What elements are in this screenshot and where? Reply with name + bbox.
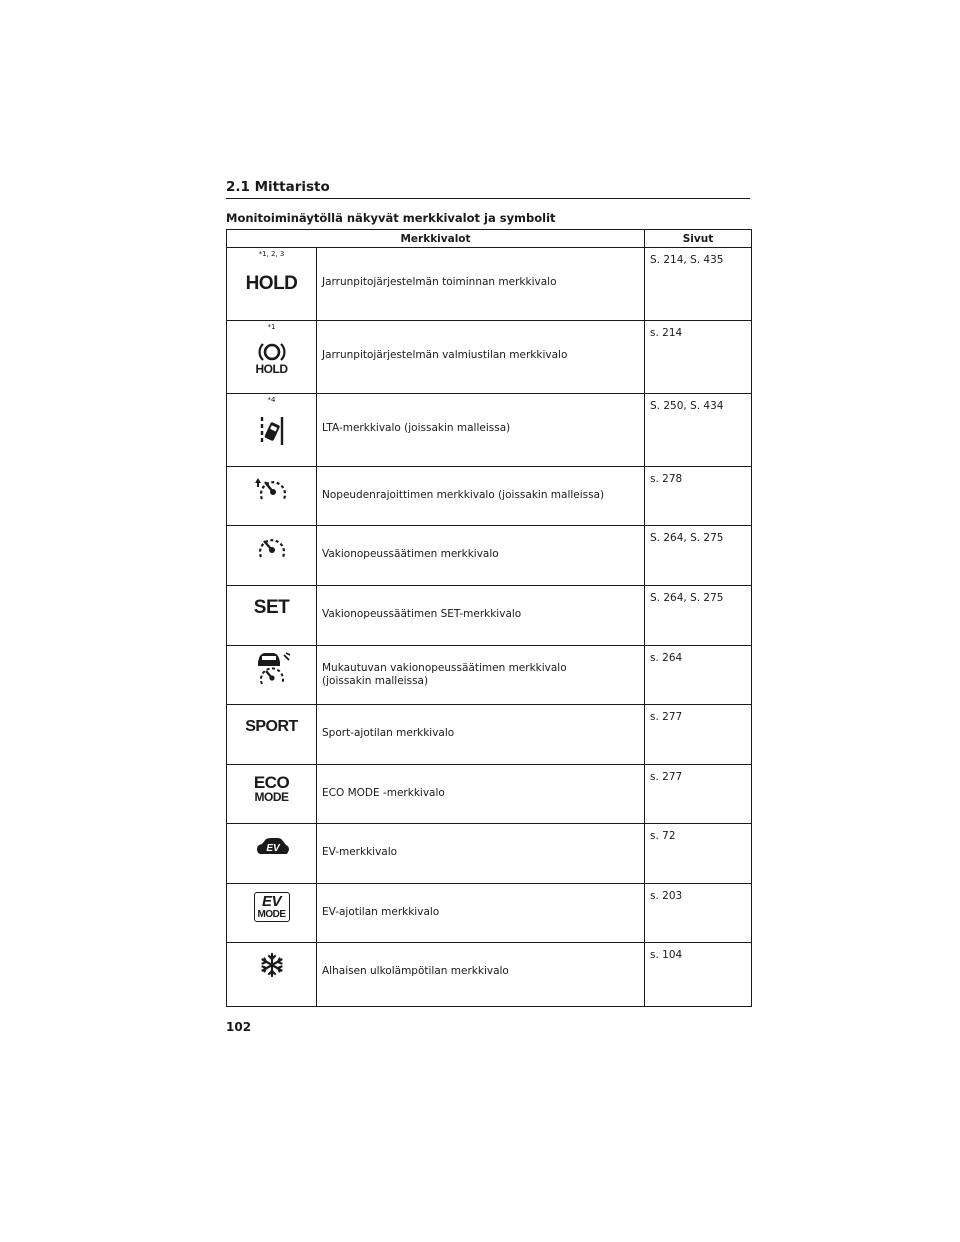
svg-text:EV: EV [265,843,280,854]
page-reference: S. 264, S. 275 [650,592,724,604]
table-row [227,394,752,467]
set-icon: SET [253,597,290,618]
page-reference: s. 214 [650,327,683,339]
row-description: Nopeudenrajoittimen merkkivalo (joissakin malleissa) [322,489,605,501]
row-description: ECO MODE -merkkivalo [322,787,445,799]
icon-cell [227,705,317,765]
icon-cell [227,884,317,943]
row-description: Alhaisen ulkolämpötilan merkkivalo [322,965,509,977]
section-title: 2.1 Mittaristo [226,179,330,195]
snowflake-icon [227,951,316,979]
icon-cell [227,394,317,467]
footnote-mark: *1, 2, 3 [258,250,285,258]
table-row [227,646,752,705]
lta-icon [227,414,316,448]
indicator-table [226,229,752,1007]
footnote-mark: *4 [267,396,276,404]
page-reference: s. 277 [650,771,683,783]
row-description: LTA-merkkivalo (joissakin malleissa) [322,422,511,434]
icon-cell [227,526,317,586]
page-reference: s. 72 [650,830,676,842]
icon-cell [227,586,317,646]
table-row [227,705,752,765]
row-description: Jarrunpitojärjestelmän toiminnan merkkivalo [322,276,557,288]
table-row [227,321,752,394]
table-row [227,467,752,526]
page-reference: s. 277 [650,711,683,723]
table-row [227,943,752,1007]
page-reference: s. 264 [650,652,683,664]
page-reference: s. 104 [650,949,683,961]
icon-cell [227,646,317,705]
section-divider [226,198,750,199]
page-reference: S. 250, S. 434 [650,400,724,412]
table-header-row [227,230,752,248]
row-description-line2: (joissakin malleissa) [322,675,429,687]
page-reference: s. 278 [650,473,683,485]
ev-icon [227,836,316,858]
eco-mode-icon: ECO MODE [253,772,290,804]
page-reference: S. 214, S. 435 [650,254,724,266]
row-description: Mukautuvan vakionopeussäätimen merkkivalo [322,662,567,674]
row-description: EV-merkkivalo [322,846,398,858]
icon-cell [227,943,317,1007]
ev-mode-icon: EV MODE [227,890,316,924]
icon-cell [227,248,317,321]
brake-hold-standby-icon: HOLD [227,339,316,377]
adaptive-cruise-icon [227,652,316,686]
speed-limiter-icon [227,474,316,504]
page-number: 102 [226,1020,252,1034]
icon-cell [227,321,317,394]
hold-icon: HOLD [245,273,298,294]
row-description: EV-ajotilan merkkivalo [322,906,440,918]
row-description: Vakionopeussäätimen merkkivalo [322,548,499,560]
cruise-control-icon [227,534,316,562]
footnote-mark: *1 [267,323,276,331]
icon-cell [227,467,317,526]
table-row [227,248,752,321]
table-row [227,526,752,586]
row-description: Jarrunpitojärjestelmän valmiustilan merkkivalo [322,349,568,361]
table-heading: Monitoiminäytöllä näkyvät merkkivalot ja symbolit [226,211,556,225]
sport-icon: SPORT [245,718,298,735]
column-header-pages: Sivut [645,230,752,248]
row-description: Sport-ajotilan merkkivalo [322,727,455,739]
table-row [227,586,752,646]
icon-cell [227,824,317,884]
table-row [227,765,752,824]
page-reference: s. 203 [650,890,683,902]
column-header-lights: Merkkivalot [227,230,645,248]
table-row [227,824,752,884]
icon-cell [227,765,317,824]
row-description: Vakionopeussäätimen SET-merkkivalo [322,608,522,620]
table-row [227,884,752,943]
page-reference: S. 264, S. 275 [650,532,724,544]
